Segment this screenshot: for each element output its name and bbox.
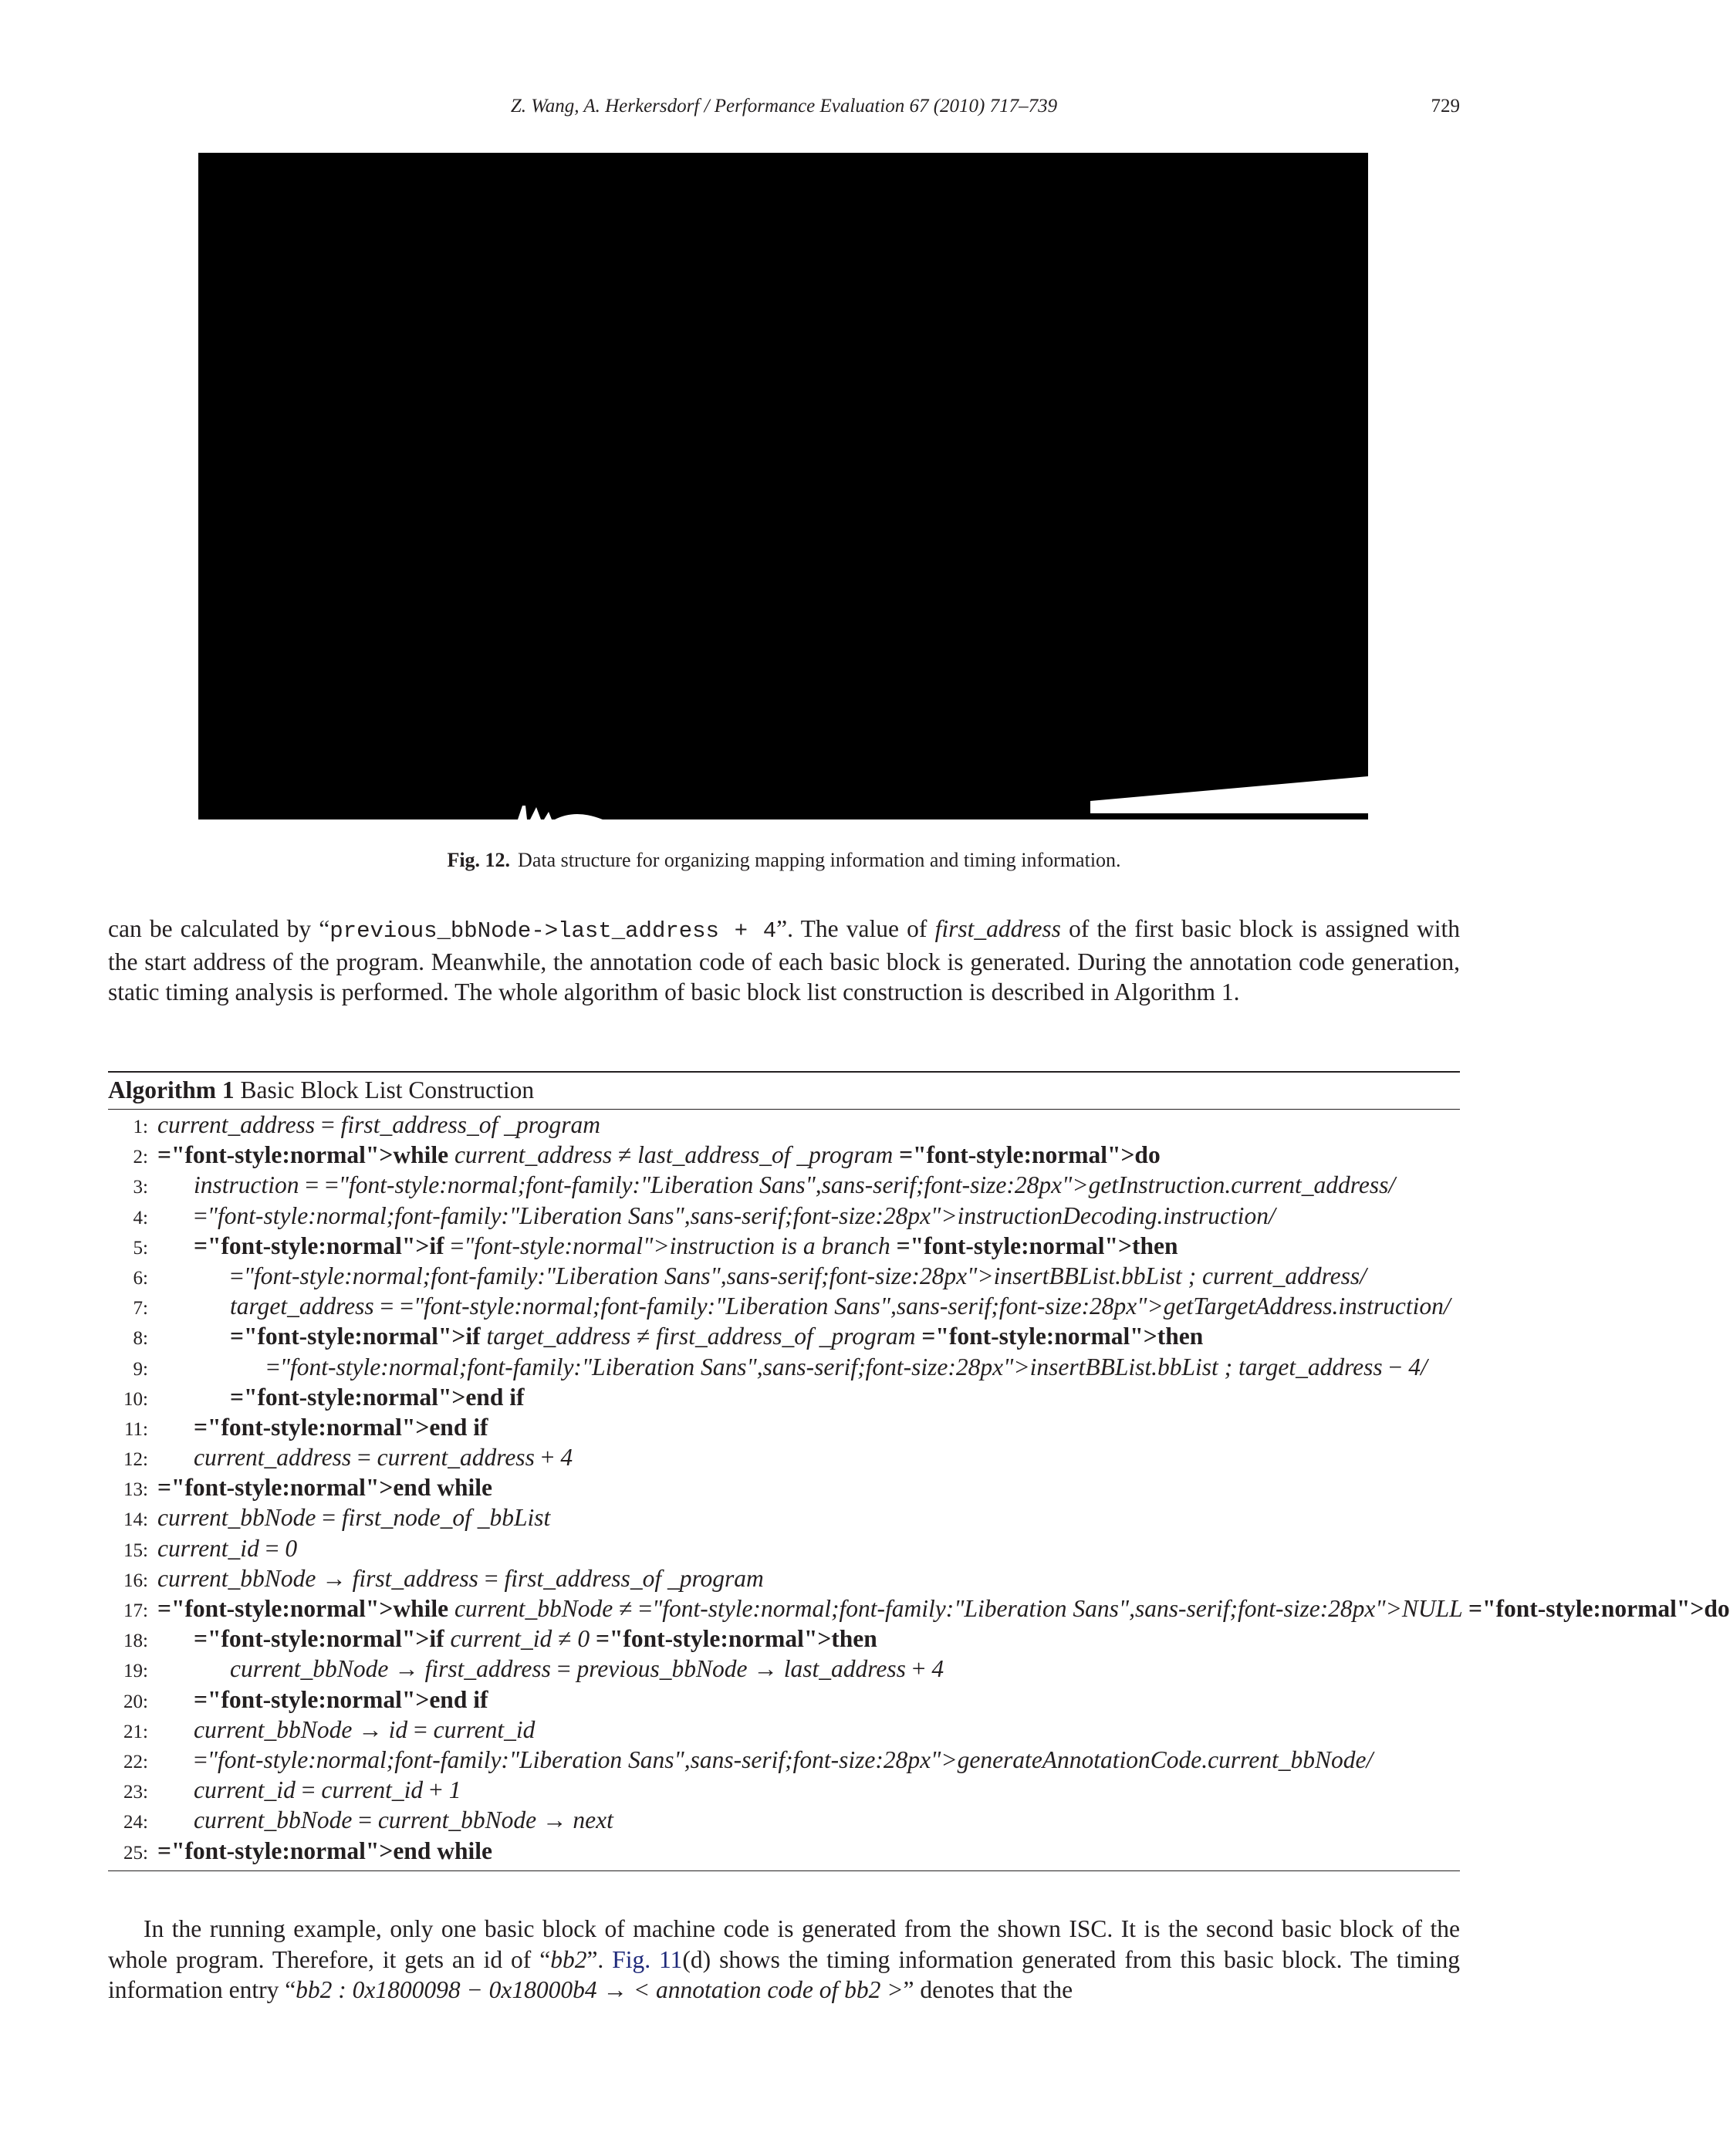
running-title: Z. Wang, A. Herkersdorf / Performance Evaluation 67 (2010) 717–739: [510, 96, 1058, 117]
line-code: current_bbNode → id = current_id: [194, 1715, 536, 1743]
figure-bottom-edge: [1090, 813, 1368, 819]
algorithm-1: [108, 1071, 1730, 1871]
algorithm-line: [108, 1686, 1460, 1716]
timing-entry: bb2 : 0x1800098 − 0x18000b4 → < annotation code of bb2 >: [296, 1976, 904, 2003]
line-code: current_bbNode = current_bbNode → next: [194, 1806, 613, 1834]
algorithm-line: [108, 1655, 1460, 1685]
line-code: ="font-style:normal">if target_address ≠ first_address_of _program ="font-style:normal">then: [230, 1323, 1204, 1350]
algorithm-line: [108, 1111, 1460, 1141]
algorithm-line: [108, 1746, 1460, 1776]
line-code: current_address = first_address_of _program: [157, 1111, 601, 1138]
paragraph-before-algorithm: [108, 914, 1460, 1008]
line-code: ="font-style:normal;font-family:"Liberation Sans",sans-serif;font-size:28px">insertBBList.bbList ; current_address/: [230, 1262, 1367, 1289]
line-code: ="font-style:normal">while current_address ≠ last_address_of _program ="font-style:normal">do: [157, 1141, 1161, 1169]
figure-caption: [108, 849, 1460, 872]
line-code: instruction = ="font-style:normal;font-family:"Liberation Sans",sans-serif;font-size:28px">getInstruction.current_address/: [194, 1171, 1396, 1199]
algorithm-line: [108, 1444, 1460, 1474]
line-code: target_address = ="font-style:normal;font-family:"Liberation Sans",sans-serif;font-size:28px">getTargetAddress.instruction/: [230, 1293, 1451, 1320]
line-number: 22:: [123, 1751, 148, 1772]
text-run: ”. The value of: [776, 915, 935, 942]
line-code: ="font-style:normal">if current_id ≠ 0 ="font-style:normal">then: [194, 1625, 877, 1653]
algorithm-lines: [108, 1110, 1730, 1870]
line-number: 2:: [133, 1147, 148, 1168]
algorithm-line: [108, 1504, 1460, 1534]
algorithm-name: Basic Block List Construction: [240, 1076, 535, 1103]
algorithm-line: [108, 1474, 1460, 1504]
line-number: 6:: [133, 1267, 148, 1289]
line-number: 12:: [123, 1449, 148, 1471]
figure-12-image: [198, 153, 1368, 819]
line-code: current_bbNode = first_node_of _bbList: [157, 1504, 551, 1532]
algorithm-line: [108, 1323, 1460, 1353]
line-code: ="font-style:normal;font-family:"Liberation Sans",sans-serif;font-size:28px">insertBBList.bbList ; target_address − 4/: [266, 1353, 1428, 1380]
line-number: 15:: [123, 1539, 148, 1561]
caption-text: Data structure for organizing mapping information and timing information.: [518, 849, 1121, 871]
line-code: ="font-style:normal">end while: [157, 1837, 492, 1864]
paragraph-after-algorithm: [108, 1914, 1460, 2006]
line-number: 5:: [133, 1237, 148, 1259]
line-number: 24:: [123, 1812, 148, 1833]
line-code: ="font-style:normal">end while: [157, 1474, 492, 1502]
algorithm-line: [108, 1141, 1460, 1171]
line-number: 10:: [123, 1388, 148, 1410]
algorithm-line: [108, 1353, 1460, 1384]
algorithm-line: [108, 1202, 1460, 1232]
line-code: current_address = current_address + 4: [194, 1444, 573, 1472]
text-run: In the running example, only one basic block of machine code is generated from the shown ISC. It is the second basic block of the whole program. Therefore, it gets an id of “: [108, 1915, 1460, 1973]
algorithm-line: [108, 1171, 1460, 1201]
text-run: can be calculated by “: [108, 915, 330, 942]
caption-label: Fig. 12.: [447, 849, 511, 871]
line-number: 16:: [123, 1570, 148, 1591]
line-number: 4:: [133, 1207, 148, 1228]
algorithm-line: [108, 1625, 1460, 1655]
line-number: 19:: [123, 1661, 148, 1682]
line-number: 1:: [133, 1117, 148, 1137]
algorithm-line: [108, 1595, 1730, 1625]
figure-reference-link[interactable]: Fig. 11: [612, 1945, 683, 1973]
line-number: 17:: [123, 1600, 148, 1621]
algorithm-label: Algorithm 1: [108, 1076, 235, 1103]
algorithm-line: [108, 1806, 1460, 1837]
line-code: ="font-style:normal">end if: [230, 1383, 525, 1411]
line-code: current_bbNode → first_address = previous_bbNode → last_address + 4: [230, 1655, 944, 1683]
line-number: 21:: [123, 1721, 148, 1742]
algorithm-line: [108, 1384, 1460, 1414]
italic-term: first_address: [934, 915, 1061, 942]
line-code: ="font-style:normal">end if: [194, 1685, 488, 1713]
line-number: 11:: [123, 1418, 148, 1440]
line-number: 25:: [123, 1842, 148, 1864]
line-number: 20:: [123, 1691, 148, 1712]
line-number: 18:: [123, 1631, 148, 1652]
text-run: ” denotes that the: [903, 1976, 1073, 2003]
running-head: [108, 96, 1460, 127]
line-code: ="font-style:normal">end if: [194, 1413, 488, 1441]
line-number: 14:: [123, 1509, 148, 1531]
algorithm-line: [108, 1535, 1460, 1565]
line-code: current_id = current_id + 1: [194, 1776, 461, 1804]
algorithm-line: [108, 1293, 1460, 1323]
text-run: of the first basic block is assigned with the start address of the program. Meanwhile, the annotation code of each basic block is generated. During the annotation code generation, static timing analysis is performed. The whole algorithm of basic block list construction is described in Algorithm 1.: [108, 915, 1460, 1005]
line-number: 23:: [123, 1782, 148, 1803]
line-number: 7:: [133, 1298, 148, 1320]
algorithm-line: [108, 1837, 1460, 1867]
line-number: 3:: [133, 1177, 148, 1198]
line-number: 9:: [133, 1358, 148, 1380]
line-code: current_id = 0: [157, 1534, 298, 1562]
line-code: current_bbNode → first_address = first_address_of _program: [157, 1564, 764, 1592]
italic-term: bb2: [550, 1945, 587, 1973]
algorithm-line: [108, 1414, 1460, 1444]
algorithm-line: [108, 1776, 1460, 1806]
algorithm-title: [108, 1073, 1460, 1110]
figure-fragment-graphic: [518, 803, 603, 819]
line-code: ="font-style:normal">if ="font-style:normal">instruction is a branch ="font-style:normal">then: [194, 1232, 1178, 1259]
line-code: ="font-style:normal">while current_bbNode ≠ ="font-style:normal;font-family:"Liberation Sans",sans-serif;font-size:28px">NULL ="font-style:normal">do: [157, 1595, 1730, 1622]
line-code: ="font-style:normal;font-family:"Liberation Sans",sans-serif;font-size:28px">generateAnnotationCode.current_bbNode/: [194, 1745, 1374, 1773]
algorithm-line: [108, 1565, 1460, 1595]
inline-code: previous_bbNode->last_address + 4: [329, 918, 777, 944]
line-number: 13:: [123, 1479, 148, 1501]
algorithm-line: [108, 1262, 1460, 1293]
page-number: 729: [1431, 96, 1460, 117]
text-run: ”.: [586, 1945, 613, 1973]
algorithm-line: [108, 1232, 1460, 1262]
line-number: 8:: [133, 1328, 148, 1350]
line-code: ="font-style:normal;font-family:"Liberation Sans",sans-serif;font-size:28px">instructionDecoding.instruction/: [194, 1201, 1276, 1229]
algorithm-line: [108, 1716, 1460, 1746]
text-run: (d) shows the timing information generated from this basic block. The timing information entry “: [108, 1945, 1461, 2003]
